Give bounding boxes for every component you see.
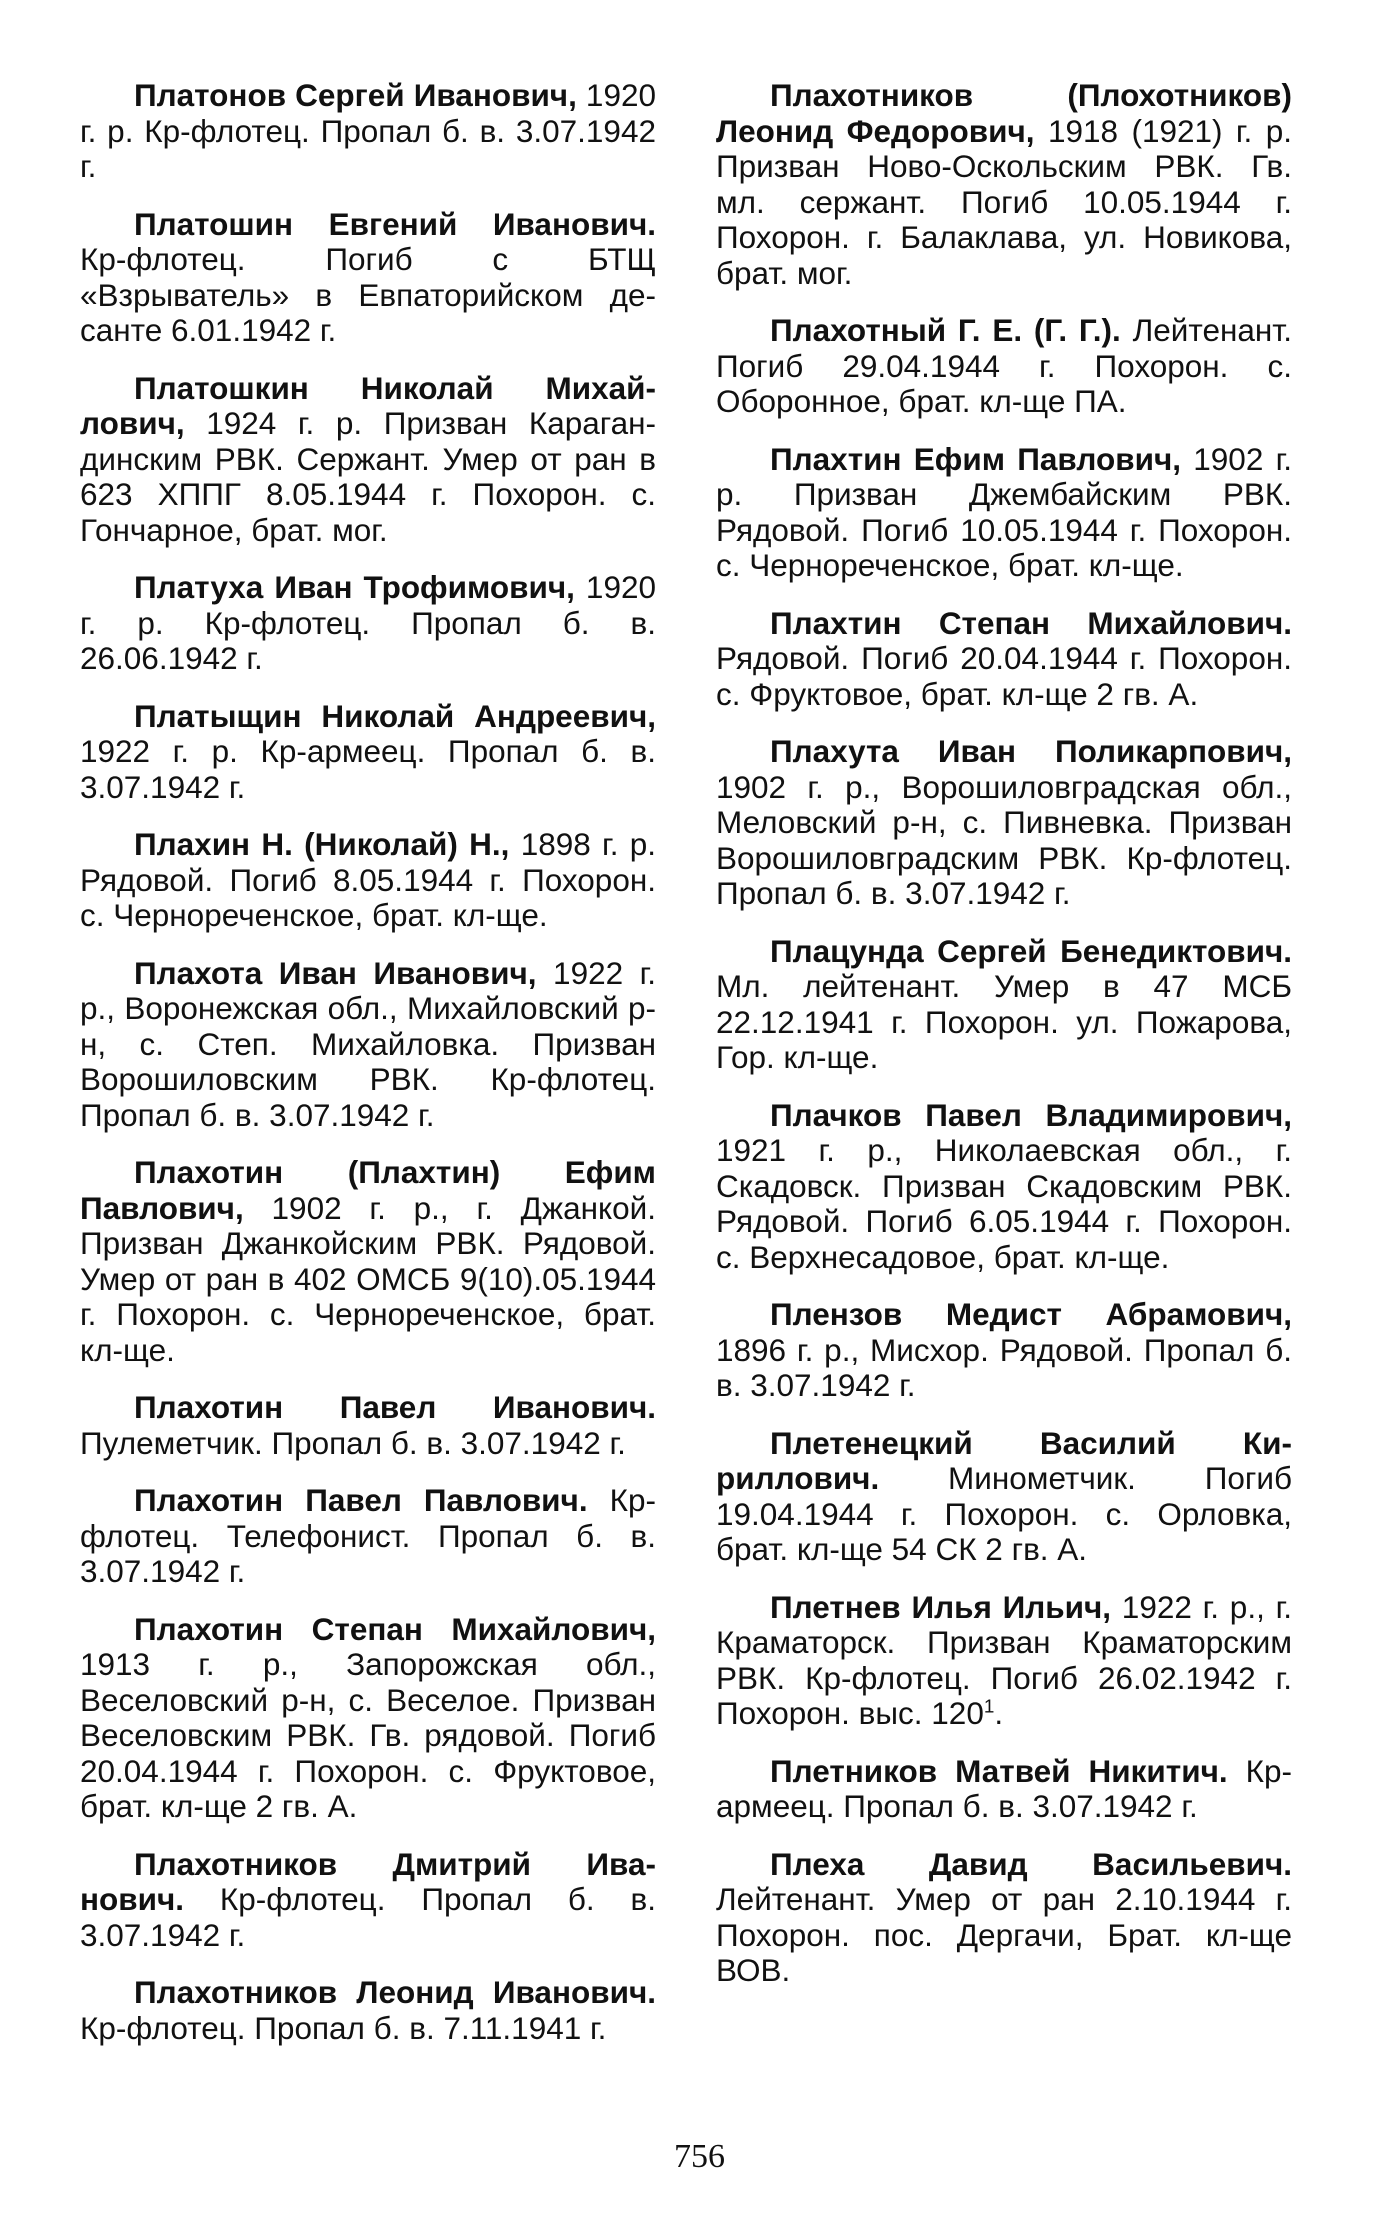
entry-text: 1913 г. р., Запорожская обл., Веселовский р-н, с. Веселое. Призван Веселовским РВК. Гв. рядовой. Погиб 20.04.1944 г. Похорон. с. Фруктовое, брат. кл-ще 2 гв. А. xyxy=(80,1646,656,1824)
entry-name: Плахотин Павел Павлович. xyxy=(134,1482,588,1518)
entry xyxy=(716,1098,1292,1276)
entry-name: Платуха Иван Трофимович, xyxy=(134,569,575,605)
entry xyxy=(80,1483,656,1590)
entry-text: Рядовой. Погиб 20.04.1944 г. Похорон. с. Фруктовое, брат. кл-ще 2 гв. А. xyxy=(716,640,1292,712)
entry xyxy=(80,78,656,185)
entry-text-tail: . xyxy=(994,1695,1004,1731)
entry-name: Плетнев Илья Ильич, xyxy=(770,1588,1112,1625)
right-column xyxy=(716,78,1292,2011)
entry xyxy=(80,371,656,549)
entry xyxy=(716,734,1292,912)
entry xyxy=(716,1426,1292,1568)
entry-name: Плахотин (Плахтин) Ефим Павлович, xyxy=(80,1154,656,1226)
entry-name: Плахота Иван Иванович, xyxy=(134,954,537,991)
entry-text: Пулеметчик. Пропал б. в. 3.07.1942 г. xyxy=(80,1424,626,1461)
entry-text: Лейтенант. Погиб 29.04.1944 г. Похорон. с. Оборонное, брат. кл-ще ПА. xyxy=(716,312,1292,419)
entry xyxy=(716,606,1292,713)
entry xyxy=(80,699,656,806)
entry-name: Платыщин Николай Андреевич, xyxy=(134,697,656,734)
entry-name: Плахотин Павел Иванович. xyxy=(134,1389,656,1425)
entry xyxy=(716,934,1292,1076)
entry-name: Плахута Иван Поликарпович, xyxy=(770,733,1292,769)
entry-text: 1896 г. р., Мисхор. Рядовой. Пропал б. в. 3.07.1942 г. xyxy=(716,1331,1292,1403)
entry-text: Минометчик. Погиб 19.04.1944 г. Похорон. с. Орловка, брат. кл-ще 54 СК 2 гв. А. xyxy=(716,1460,1292,1567)
entry-text: 1920 г. р. Кр-флотец. Пропал б. в. 3.07.1942 г. xyxy=(80,77,657,184)
entry-text: Кр-флотец. Погиб с БТЩ «Взрыватель» в Евпаторийском десанте 6.01.1942 г. xyxy=(80,241,656,348)
entry-name: Плеха Давид Васильевич. xyxy=(770,1845,1292,1882)
entry-name: Плахотников Дмитрий Иванович. xyxy=(80,1845,656,1917)
entry-name: Плахотников Леонид Иванович. xyxy=(134,1974,656,2010)
entry-name: Плетенецкий Василий Кириллович. xyxy=(716,1424,1292,1496)
entry xyxy=(80,827,656,934)
entry-text: 1898 г. р. Рядовой. Погиб 8.05.1944 г. Похорон. с. Чернореченское, брат. кл-ще. xyxy=(80,826,656,933)
entry-name: Плетников Матвей Никитич. xyxy=(770,1752,1228,1789)
entry xyxy=(716,313,1292,420)
entry xyxy=(716,78,1292,291)
entry-name: Плачков Павел Владимирович, xyxy=(770,1096,1292,1133)
entry-name: Платонов Сергей Иванович, xyxy=(134,77,577,113)
entry-text: Кр-флотец. Пропал б. в. 7.11.1941 г. xyxy=(80,2009,607,2046)
entry-name: Плахтин Степан Михайлович. xyxy=(770,604,1292,641)
entry-name: Плахотин Степан Михайлович, xyxy=(134,1610,656,1647)
entry-name: Плензов Медист Абрамович, xyxy=(770,1296,1292,1332)
entry-name: Плахин Н. (Николай) Н., xyxy=(134,826,510,862)
entry xyxy=(80,956,656,1134)
entry xyxy=(80,1847,656,1954)
entry xyxy=(80,1390,656,1461)
footnote-superscript: 1 xyxy=(983,1696,995,1718)
entry-text: 1924 г. р. Призван Карагандинским РВК. Сержант. Умер от ран в 623 ХППГ 8.05.1944 г. Похорон. с. Гончарное, брат. мог. xyxy=(80,405,656,548)
entry-text: Кр-армеец. Пропал б. в. 3.07.1942 г. xyxy=(716,1752,1292,1824)
entry-name: Плахотный Г. Е. (Г. Г.). xyxy=(770,312,1121,348)
entry-text: Лейтенант. Умер от ран 2.10.1944 г. Похорон. пос. Дергачи, Брат. кл-ще ВОВ. xyxy=(716,1881,1292,1988)
entry-text: 1922 г. р., Воронежская обл., Михайловский р-н, с. Степ. Михайловка. Призван Ворошиловским РВК. Кр-флотец. Пропал б. в. 3.07.1942 г. xyxy=(80,954,656,1133)
entry xyxy=(80,1155,656,1368)
entry xyxy=(716,442,1292,584)
entry-text: 1920 г. р. Кр-флотец. Пропал б. в. 26.06.1942 г. xyxy=(80,569,657,676)
entry-name: Плахтин Ефим Павлович, xyxy=(770,440,1181,477)
entry-text: 1902 г. р., Ворошиловградская обл., Меловский р-н, с. Пивневка. Призван Ворошиловградским РВК. Кр-флотец. Пропал б. в. 3.07.1942 г. xyxy=(716,768,1292,911)
entry-text: 1902 г. р. Призван Джембайским РВК. Рядовой. Погиб 10.05.1944 г. Похорон. с. Чернореченское, брат. кл-ще. xyxy=(716,440,1292,583)
entry xyxy=(716,1297,1292,1404)
entry-name: Плахотников (Плохотников) Леонид Федорович, xyxy=(716,77,1292,149)
entry-text: 1921 г. р., Николаевская обл., г. Скадовск. Призван Скадовским РВК. Рядовой. Погиб 6.05.1944 г. Похорон. с. Верхнесадовое, брат. кл-ще. xyxy=(716,1132,1292,1275)
entry-name: Платошкин Николай Михайлович, xyxy=(80,369,656,441)
entry xyxy=(716,1847,1292,1989)
entry-name: Плацунда Сергей Бенедиктович. xyxy=(770,932,1292,969)
entry-text: 1918 (1921) г. р. Призван Ново-Оскольским РВК. Гв. мл. сержант. Погиб 10.05.1944 г. Похорон. г. Балаклава, ул. Новикова, брат. мог. xyxy=(716,112,1292,291)
entry-name: Платошин Евгений Иванович. xyxy=(134,205,656,242)
entry-text: 1922 г. р. Кр-армеец. Пропал б. в. 3.07.1942 г. xyxy=(80,733,656,805)
entry-text: 1922 г. р., г. Краматорск. Призван Краматорским РВК. Кр-флотец. Погиб 26.02.1942 г. Похорон. выс. 120 xyxy=(716,1588,1292,1731)
entry-text: Кр-флотец. Телефонист. Пропал б. в. 3.07.1942 г. xyxy=(80,1482,656,1589)
entry xyxy=(80,1612,656,1825)
entry xyxy=(716,1754,1292,1825)
entry-text: Мл. лейтенант. Умер в 47 МСБ 22.12.1941 г. Похорон. ул. Пожарова, Гор. кл-ще. xyxy=(716,968,1292,1075)
entry xyxy=(80,1975,656,2046)
entry-text: Кр-флотец. Пропал б. в. 3.07.1942 г. xyxy=(80,1881,656,1953)
page-number: 756 xyxy=(674,2138,725,2175)
left-column xyxy=(80,78,656,2068)
entry xyxy=(80,570,656,677)
entry-text: 1902 г. р., г. Джанкой. Призван Джанкойским РВК. Рядовой. Умер от ран в 402 ОМСБ 9(10).05.1944 г. Похорон. с. Чернореченское, брат. кл-ще. xyxy=(80,1189,656,1368)
entry xyxy=(716,1590,1292,1732)
entry xyxy=(80,207,656,349)
